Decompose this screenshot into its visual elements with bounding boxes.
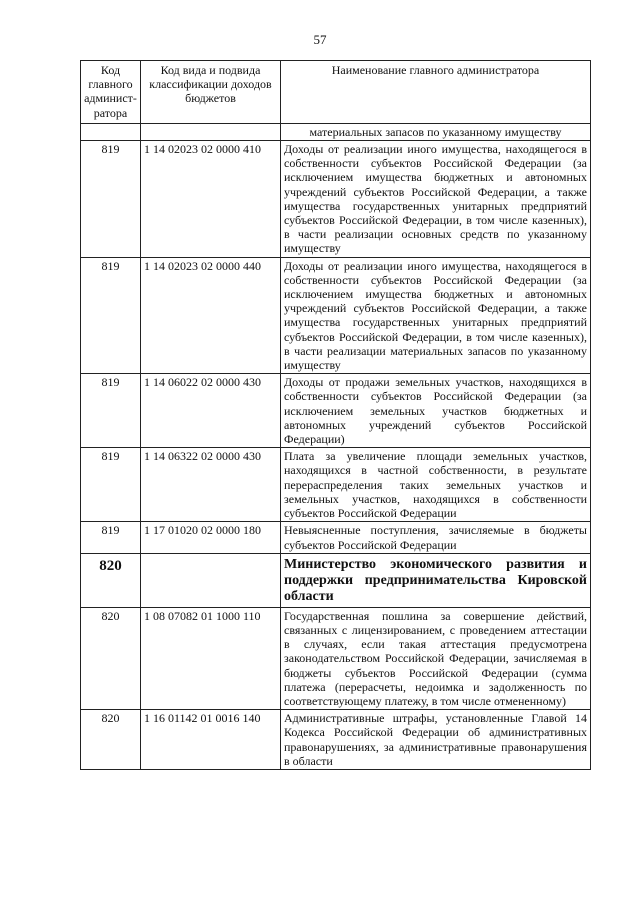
classification-code-cell: 1 14 06322 02 0000 430 <box>141 448 281 522</box>
classification-code-cell: 1 14 02023 02 0000 440 <box>141 257 281 374</box>
admin-code-cell: 820 <box>81 607 141 709</box>
table-body <box>81 141 591 770</box>
classification-code-cell: 1 17 01020 02 0000 180 <box>141 522 281 553</box>
admin-code-cell: 819 <box>81 141 141 258</box>
header-classification-code: Код вида и подвида классификации доходов бюджетов <box>141 61 281 124</box>
table-row <box>81 257 591 374</box>
admin-name-cell: Доходы от реализации иного имущества, находящегося в собственности субъектов Российской Федерации (за исключением имущества бюджетных и автономных учреждений субъектов Российской Федерации, а также имущества государственных унитарных предприятий субъектов Российской Федерации, в том числе казенных), в части реализации материальных запасов по указанному имуществу <box>281 257 591 374</box>
revenue-administrators-table <box>80 60 591 770</box>
table-row <box>81 522 591 553</box>
admin-code-cell: 819 <box>81 448 141 522</box>
table-row <box>81 448 591 522</box>
table-row <box>81 374 591 448</box>
continuation-class-cell <box>141 123 281 140</box>
table-row <box>81 710 591 770</box>
classification-code-cell: 1 16 01142 01 0016 140 <box>141 710 281 770</box>
classification-code-cell: 1 08 07082 01 1000 110 <box>141 607 281 709</box>
admin-name-cell: Доходы от продажи земельных участков, находящихся в собственности субъектов Российской Федерации (за исключением земельных участков бюджетных и автономных учреждений субъектов Российской Федерации) <box>281 374 591 448</box>
page-number: 57 <box>313 32 327 47</box>
admin-name-cell: Невыясненные поступления, зачисляемые в бюджеты субъектов Российской Федерации <box>281 522 591 553</box>
table-header-row <box>81 61 591 124</box>
continuation-name-cell: материальных запасов по указанному имуществу <box>281 123 591 140</box>
admin-code-cell: 820 <box>81 710 141 770</box>
table-row <box>81 607 591 709</box>
admin-code-cell: 819 <box>81 257 141 374</box>
admin-code-cell: 819 <box>81 374 141 448</box>
table-row <box>81 141 591 258</box>
classification-code-cell: 1 14 02023 02 0000 410 <box>141 141 281 258</box>
admin-name-cell: Доходы от реализации иного имущества, находящегося в собственности субъектов Российской Федерации (за исключением имущества бюджетных и автономных учреждений субъектов Российской Федерации, а также имущества государственных унитарных предприятий субъектов Российской Федерации, в том числе казенных), в части реализации основных средств по указанному имуществу <box>281 141 591 258</box>
header-admin-code: Код главного админист-ратора <box>81 61 141 124</box>
admin-code-cell: 819 <box>81 522 141 553</box>
table-row-administrator <box>81 553 591 607</box>
admin-name-cell: Плата за увеличение площади земельных участков, находящихся в частной собственности, в результате перераспределения таких земельных участков и земельных участков, находящихся в собственности субъектов Российской Федерации <box>281 448 591 522</box>
header-admin-name: Наименование главного администратора <box>281 61 591 124</box>
admin-name-cell: Министерство экономического развития и поддержки предпринимательства Кировской области <box>281 553 591 607</box>
admin-name-cell: Государственная пошлина за совершение действий, связанных с лицензированием, с проведением аттестации в случаях, если такая аттестация предусмотрена законодательством Российской Федерации, зачисляемая в бюджеты субъектов Российской Федерации (сумма платежа (перерасчеты, недоимка и задолженность по соответствующему платежу, в том числе отмененному) <box>281 607 591 709</box>
continuation-row <box>81 123 591 140</box>
continuation-code-cell <box>81 123 141 140</box>
classification-code-cell <box>141 553 281 607</box>
classification-code-cell: 1 14 06022 02 0000 430 <box>141 374 281 448</box>
admin-code-cell: 820 <box>81 553 141 607</box>
admin-name-cell: Административные штрафы, установленные Главой 14 Кодекса Российской Федерации об административных правонарушениях, за административные правонарушения в области <box>281 710 591 770</box>
